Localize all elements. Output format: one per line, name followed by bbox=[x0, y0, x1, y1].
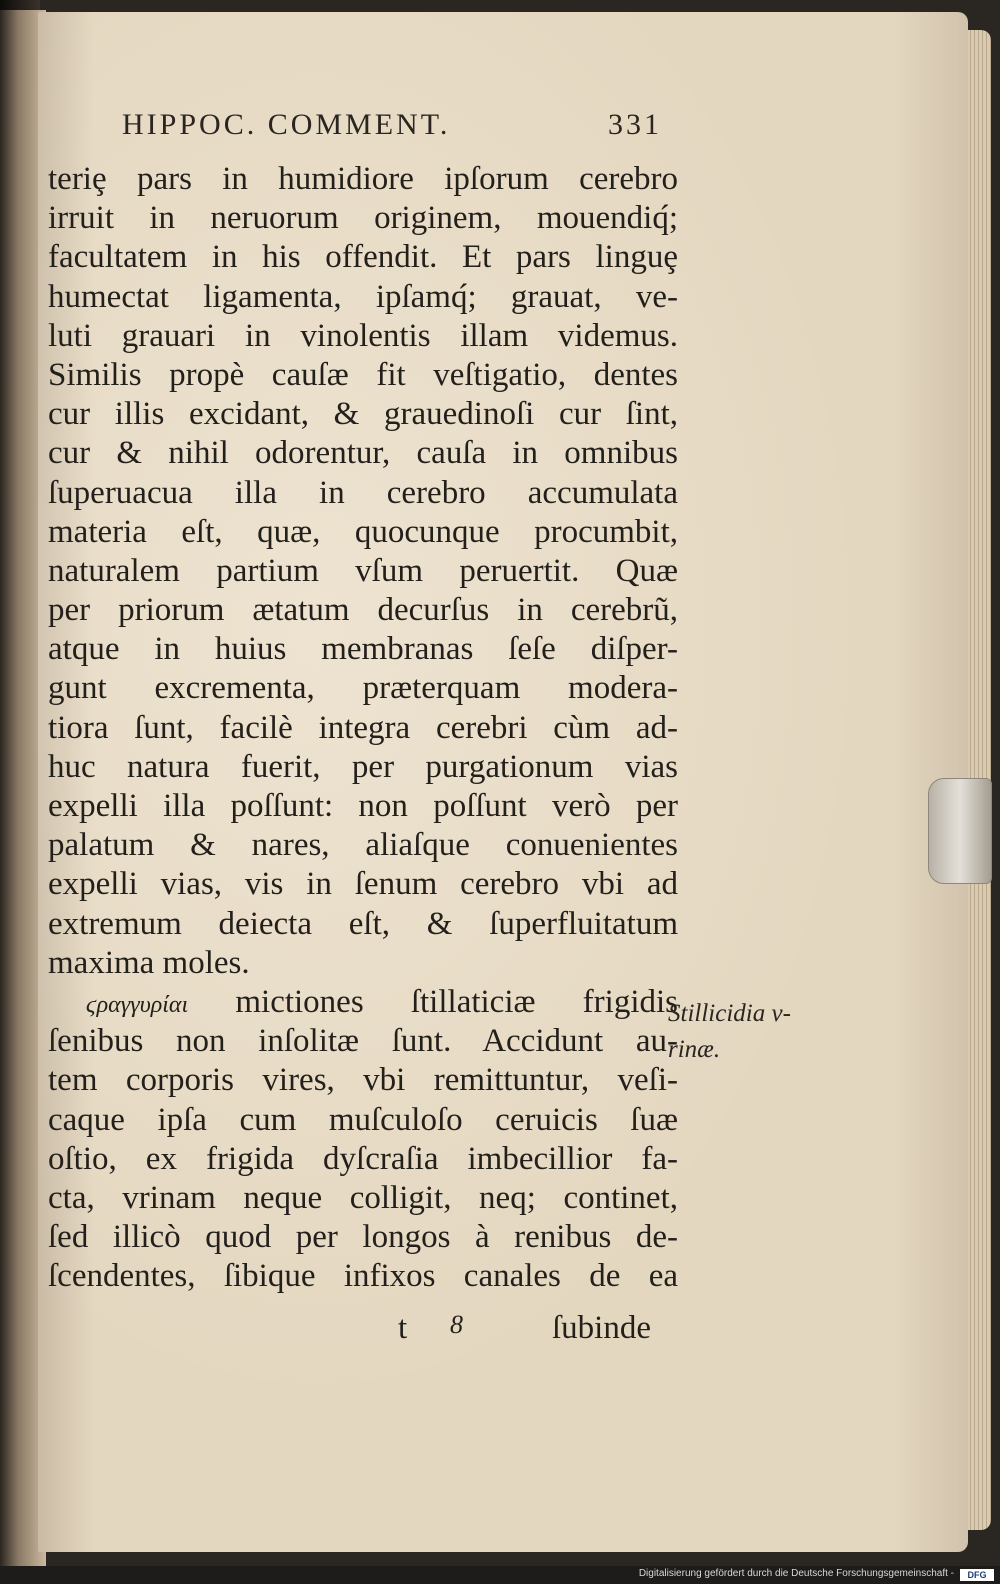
catchword: ſubinde bbox=[552, 1310, 651, 1346]
page-number: 331 bbox=[608, 108, 662, 141]
text-line: expelli illa poſſunt: non poſſunt verò per bbox=[48, 788, 678, 824]
text-line: ſenibus non inſolitæ ſunt. Accidunt au- bbox=[48, 1023, 678, 1060]
text-line: ſuperuacua illa in cerebro accumulata bbox=[48, 474, 678, 511]
text-line: palatum & nares, aliaſque conuenientes bbox=[48, 827, 678, 864]
text-line: naturalem partium vſum peruertit. Quæ bbox=[48, 552, 678, 589]
text-line-rest: mictiones ſtillaticiæ frigidis bbox=[235, 983, 679, 1020]
running-head bbox=[122, 108, 662, 148]
text-line: extremum deiecta eſt, & ſuperfluitatum bbox=[48, 905, 678, 942]
signature-mark: t bbox=[398, 1310, 408, 1346]
paragraph-first-line bbox=[48, 983, 678, 1022]
text-line: cta, vrinam neque colligit, neq; continet, bbox=[48, 1179, 678, 1216]
text-line: atque in huius membranas ſeſe diſper- bbox=[48, 631, 678, 668]
signature-number: 8 bbox=[450, 1310, 463, 1339]
text-line: cur & nihil odorentur, cauſa in omnibus bbox=[48, 435, 678, 472]
text-line: luti grauari in vinolentis illam videmus. bbox=[48, 317, 678, 354]
text-line: humectat ligamenta, ipſamq́; grauat, ve- bbox=[48, 278, 678, 315]
dfg-logo: DFG bbox=[960, 1569, 994, 1581]
text-line: ſcendentes, ſibique infixos canales de ea bbox=[48, 1258, 678, 1295]
text-line: huc natura fuerit, per purgationum vias bbox=[48, 748, 678, 785]
margin-note bbox=[668, 996, 848, 1068]
margin-note-line: Stillicidia v- bbox=[668, 1000, 791, 1027]
digitization-credit: Digitalisierung gefördert durch die Deutsche Forschungsgemeinschaft - bbox=[638, 1568, 954, 1579]
text-line: facultatem in his offendit. Et pars linguȩ bbox=[48, 239, 678, 276]
text-line: teriȩ pars in humidiore ipſorum cerebro bbox=[48, 161, 678, 197]
text-line: expelli vias, vis in ſenum cerebro vbi ad bbox=[48, 866, 678, 903]
text-line: per priorum ætatum decurſus in cerebrũ, bbox=[48, 592, 678, 629]
margin-note-line: rinæ. bbox=[668, 1036, 721, 1063]
text-line: irruit in neruorum originem, mouendiq́; bbox=[48, 200, 678, 237]
greek-term: ϛραγγυρίαι bbox=[86, 991, 189, 1018]
text-line: gunt excrementa, præterquam modera- bbox=[48, 670, 678, 707]
text-line: cur illis excidant, & grauedinoſi cur ſint, bbox=[48, 396, 678, 433]
text-line: tem corporis vires, vbi remittuntur, veſi- bbox=[48, 1062, 678, 1099]
text-line: Similis propè cauſæ fit veſtigatio, dentes bbox=[48, 356, 678, 393]
text-line: oſtio, ex frigida dyſcraſia imbecillior fa- bbox=[48, 1140, 678, 1177]
text-line: tiora ſunt, facilè integra cerebri cùm ad- bbox=[48, 709, 678, 746]
text-line: caque ipſa cum muſculoſo ceruicis ſuæ bbox=[48, 1101, 678, 1138]
main-text bbox=[48, 160, 678, 1296]
running-head-title: HIPPOC. COMMENT. bbox=[122, 108, 451, 141]
text-line: maxima moles. bbox=[48, 944, 250, 981]
page-clip bbox=[928, 778, 992, 884]
text-line: ſed illicò quod per longos à renibus de- bbox=[48, 1219, 678, 1256]
text-line: materia eſt, quæ, quocunque procumbit, bbox=[48, 513, 678, 550]
